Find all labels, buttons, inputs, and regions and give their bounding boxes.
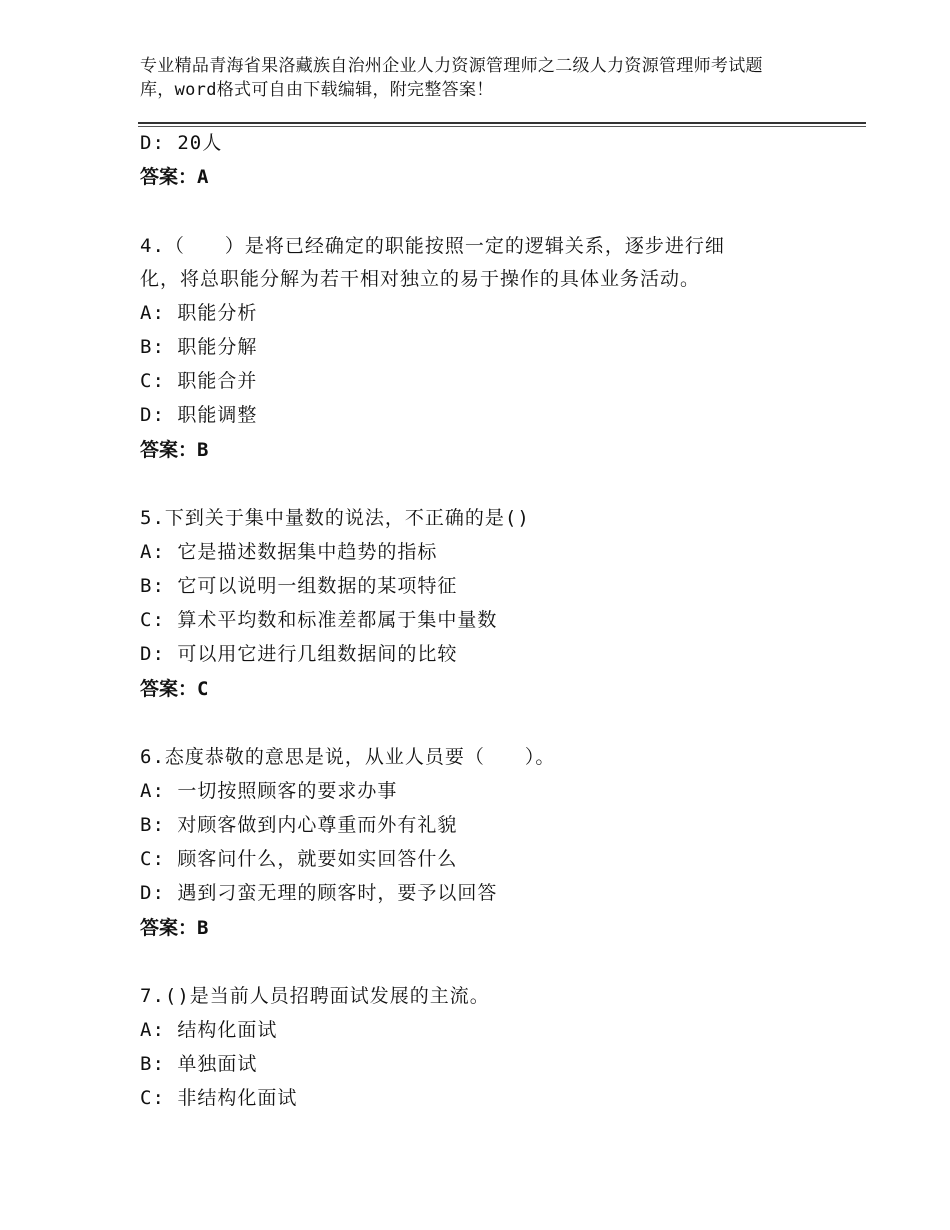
q6-stem: 6.态度恭敬的意思是说，从业人员要（ ）。 [140,746,556,768]
q5-option-d: D: 可以用它进行几组数据间的比较 [140,643,458,665]
q6-option-b: B: 对顾客做到内心尊重而外有礼貌 [140,814,458,836]
q4-option-d: D: 职能调整 [140,404,258,426]
q7-option-b: B: 单独面试 [140,1053,258,1075]
q3-answer: 答案：A [140,166,209,188]
header-line-1: 专业精品青海省果洛藏族自治州企业人力资源管理师之二级人力资源管理师考试题 [140,56,763,76]
q7-stem: 7.()是当前人员招聘面试发展的主流。 [140,985,490,1007]
q4-stem-line-1: 4.（ ）是将已经确定的职能按照一定的逻辑关系，逐步进行细 [140,235,725,257]
q5-stem: 5.下到关于集中量数的说法，不正确的是() [140,507,530,529]
q3-option-d: D: 20人 [140,132,223,154]
q5-answer: 答案：C [140,678,209,700]
q4-option-b: B: 职能分解 [140,336,258,358]
q4-answer: 答案：B [140,439,209,461]
header-line-2: 库，word格式可自由下载编辑，附完整答案！ [140,80,494,100]
q6-answer: 答案：B [140,917,209,939]
q5-option-c: C: 算术平均数和标准差都属于集中量数 [140,609,498,631]
q4-stem-line-2: 化，将总职能分解为若干相对独立的易于操作的具体业务活动。 [140,268,701,290]
q7-option-c: C: 非结构化面试 [140,1087,298,1109]
header-divider-thick [138,122,866,124]
q4-option-c: C: 职能合并 [140,370,258,392]
q6-option-d: D: 遇到刁蛮无理的顾客时，要予以回答 [140,882,498,904]
header-divider-thin [138,126,866,127]
q6-option-a: A: 一切按照顾客的要求办事 [140,780,398,802]
q4-option-a: A: 职能分析 [140,302,258,324]
page-header [140,54,860,102]
q5-option-a: A: 它是描述数据集中趋势的指标 [140,541,438,563]
q5-option-b: B: 它可以说明一组数据的某项特征 [140,575,458,597]
q6-option-c: C: 顾客问什么，就要如实回答什么 [140,848,458,870]
q7-option-a: A: 结构化面试 [140,1019,278,1041]
